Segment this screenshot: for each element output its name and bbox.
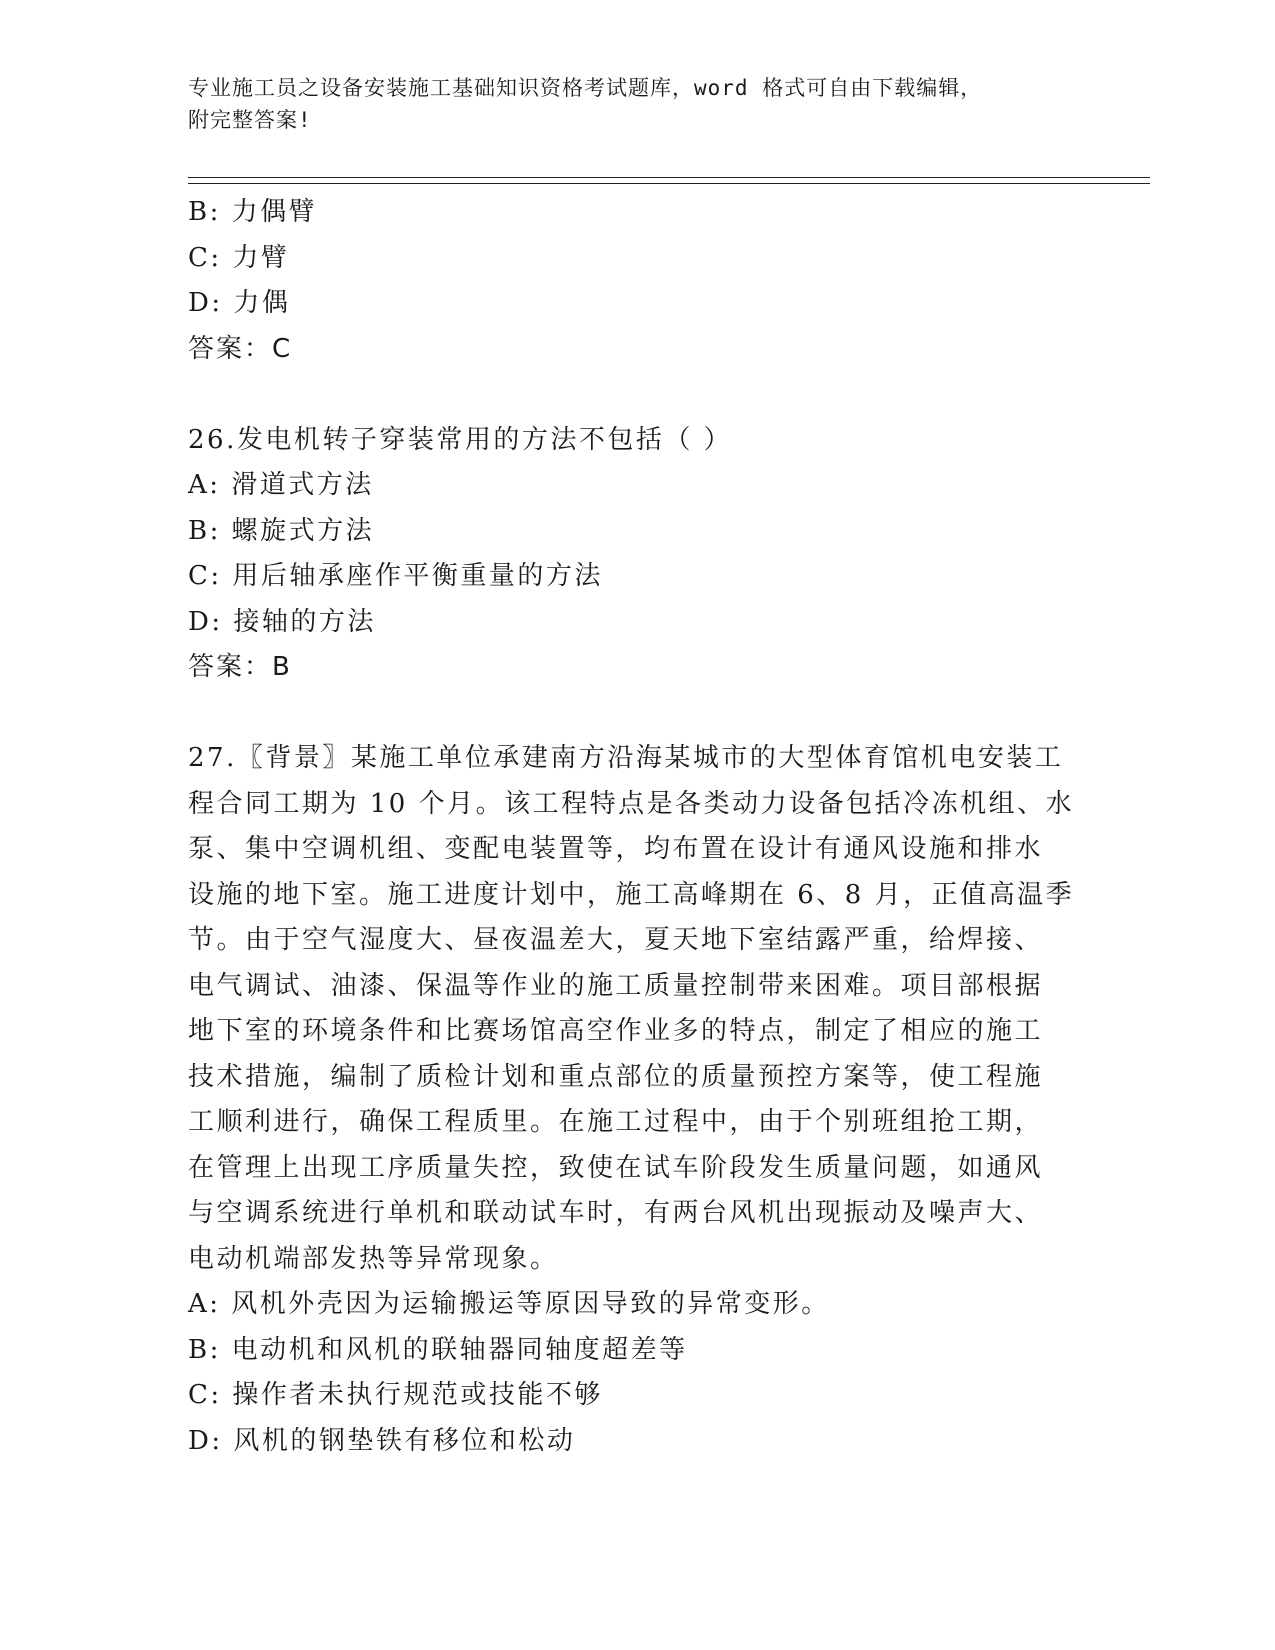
document-body — [188, 190, 1075, 1464]
spacer — [188, 691, 1068, 737]
q26-option-b: B: 螺旋式方法 — [188, 515, 375, 546]
q25-option-c: C: 力臂 — [188, 242, 290, 273]
q27-line: 工顺利进行，确保工程质里。在施工过程中，由于个别班组抢工期， — [188, 1107, 1044, 1137]
q27-line: 与空调系统进行单机和联动试车时，有两台风机出现振动及噪声大、 — [188, 1198, 1044, 1228]
q26-answer: 答案：B — [188, 652, 292, 682]
q27-question — [188, 736, 1075, 1282]
header-line-1: 专业施工员之设备安装施工基础知识资格考试题库，word 格式可自由下载编辑， — [188, 76, 983, 100]
q27-line: 设施的地下室。施工进度计划中，施工高峰期在 6、8 月，正值高温季 — [188, 879, 1075, 910]
q27-line: 节。由于空气湿度大、昼夜温差大，夏天地下室结露严重，给焊接、 — [188, 925, 1044, 955]
q27-line: 电动机端部发热等异常现象。 — [188, 1243, 559, 1274]
q26-option-c: C: 用后轴承座作平衡重量的方法 — [188, 561, 603, 591]
q26-option-a: A: 滑道式方法 — [188, 470, 374, 500]
question-27 — [188, 736, 1075, 1464]
question-25-fragment — [188, 190, 1068, 372]
q27-line: 技术措施，编制了质检计划和重点部位的质量预控方案等，使工程施 — [188, 1061, 1044, 1092]
q25-answer: 答案：C — [188, 333, 293, 364]
document-header — [188, 72, 1058, 136]
q27-line: 地下室的环境条件和比赛场馆高空作业多的特点，制定了相应的施工 — [188, 1016, 1044, 1046]
q25-option-b: B: 力偶臂 — [188, 197, 318, 227]
spacer — [188, 372, 1068, 418]
question-26 — [188, 418, 1068, 691]
header-line-2: 附完整答案! — [188, 108, 312, 132]
header-divider-bottom — [188, 183, 1150, 184]
q27-line: 27.〖背景〗某施工单位承建南方沿海某城市的大型体育馆机电安装工 — [188, 743, 1064, 773]
q26-question: 26.发电机转子穿装常用的方法不包括（ ） — [188, 424, 733, 455]
q27-line: 泵、集中空调机组、变配电装置等，均布置在设计有通风设施和排水 — [188, 834, 1044, 864]
header-divider-top — [188, 177, 1150, 178]
q27-line: 在管理上出现工序质量失控，致使在试车阶段发生质量问题，如通风 — [188, 1152, 1044, 1183]
q27-line: 电气调试、油漆、保温等作业的施工质量控制带来困难。项目部根据 — [188, 970, 1044, 1001]
q26-option-d: D: 接轴的方法 — [188, 606, 376, 637]
q27-option-d: D: 风机的钢垫铁有移位和松动 — [188, 1425, 576, 1456]
q27-option-c: C: 操作者未执行规范或技能不够 — [188, 1380, 603, 1410]
q27-option-a: A: 风机外壳因为运输搬运等原因导致的异常变形。 — [188, 1289, 830, 1319]
q25-option-d: D: 力偶 — [188, 288, 291, 318]
q27-line: 程合同工期为 10 个月。该工程特点是各类动力设备包括冷冻机组、水 — [188, 788, 1075, 819]
q27-option-b: B: 电动机和风机的联轴器同轴度超差等 — [188, 1334, 688, 1365]
